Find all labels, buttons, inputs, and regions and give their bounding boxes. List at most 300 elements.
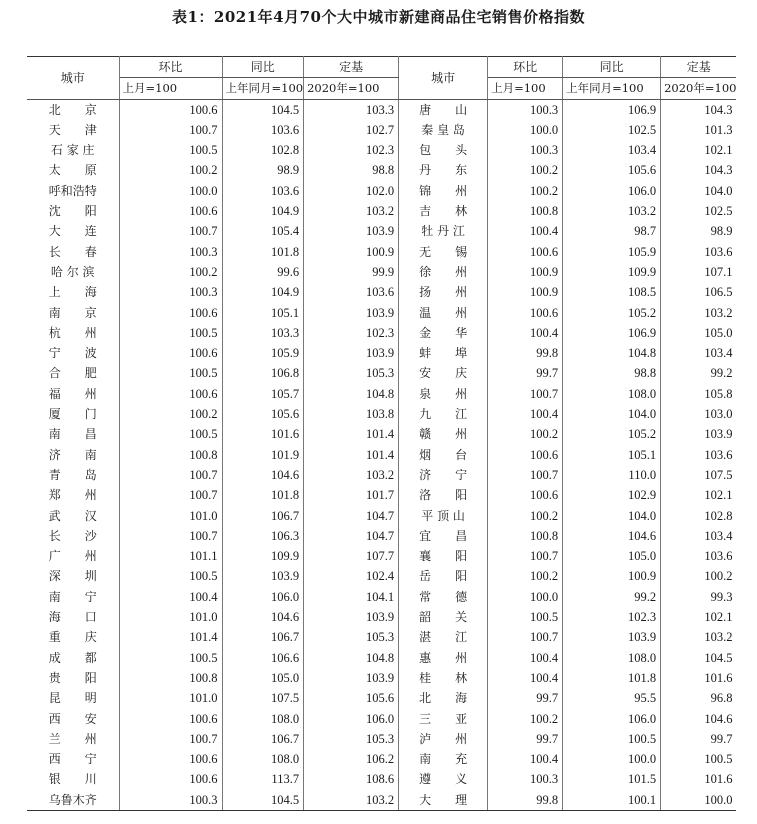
right-fixed-cell: 101.6 [704, 772, 733, 787]
right-mom-cell: 100.2 [488, 566, 563, 586]
left-city-cell: 上 海 [27, 282, 119, 302]
right-fixed-cell: 104.3 [704, 163, 733, 178]
left-yoy-cell: 105.4 [222, 221, 304, 241]
table-row [27, 790, 736, 811]
left-fixed-cell: 102.4 [304, 566, 399, 586]
right-city-cell: 常 德 [399, 587, 488, 607]
right-mom-cell: 99.8 [488, 790, 563, 811]
table-row [27, 627, 736, 647]
left-yoy-cell: 105.0 [222, 668, 304, 688]
left-yoy-cell: 98.9 [222, 160, 304, 180]
left-yoy-cell: 101.6 [222, 424, 304, 444]
right-mom-cell: 100.7 [488, 546, 563, 566]
left-yoy-cell: 106.7 [222, 729, 304, 749]
right-yoy-cell: 100.5 [563, 729, 661, 749]
right-yoy-cell: 106.9 [563, 99, 661, 120]
right-fixed-cell: 96.8 [710, 691, 733, 706]
left-mom-cell: 100.6 [119, 709, 222, 729]
left-fixed-cell: 103.9 [304, 303, 399, 323]
left-mom-cell: 100.0 [119, 181, 222, 201]
left-yoy-cell: 105.7 [222, 384, 304, 404]
left-yoy-cell: 106.7 [222, 627, 304, 647]
right-fixed-cell: 104.0 [704, 183, 733, 198]
left-fixed-cell: 104.7 [304, 506, 399, 526]
left-city-cell: 银 川 [27, 769, 119, 789]
header-fixed-base-left: 2020年=100 [304, 78, 399, 99]
right-mom-cell: 100.4 [488, 221, 563, 241]
right-fixed-cell: 103.6 [704, 244, 733, 259]
left-mom-cell: 100.7 [119, 526, 222, 546]
right-fixed-cell: 99.3 [710, 589, 733, 604]
right-city-cell: 吉 林 [399, 201, 488, 221]
header-fixed-left: 定基 [304, 57, 399, 78]
left-yoy-cell: 108.0 [222, 749, 304, 769]
left-fixed-cell: 103.2 [304, 201, 399, 221]
left-mom-cell: 100.8 [119, 445, 222, 465]
right-city-cell: 平 顶 山 [399, 506, 488, 526]
right-yoy-cell: 108.5 [563, 282, 661, 302]
right-yoy-cell: 104.8 [563, 343, 661, 363]
left-city-cell: 广 州 [27, 546, 119, 566]
left-yoy-cell: 101.9 [222, 445, 304, 465]
right-mom-cell: 99.7 [488, 729, 563, 749]
left-city-cell: 南 京 [27, 303, 119, 323]
left-mom-cell: 100.7 [119, 465, 222, 485]
left-fixed-cell: 101.4 [304, 424, 399, 444]
table-row [27, 526, 736, 546]
right-city-cell: 桂 林 [399, 668, 488, 688]
left-mom-cell: 100.7 [119, 120, 222, 140]
right-mom-cell: 100.2 [488, 506, 563, 526]
right-fixed-cell: 99.2 [710, 366, 733, 381]
left-mom-cell: 100.6 [119, 749, 222, 769]
table-row [27, 282, 736, 302]
table-row [27, 181, 736, 201]
left-mom-cell: 100.7 [119, 485, 222, 505]
right-yoy-cell: 99.2 [563, 587, 661, 607]
right-yoy-cell: 106.9 [563, 323, 661, 343]
table-row [27, 749, 736, 769]
right-mom-cell: 100.3 [488, 99, 563, 120]
right-city-cell: 无 锡 [399, 242, 488, 262]
left-mom-cell: 100.2 [119, 404, 222, 424]
header-city-right: 城市 [399, 57, 488, 100]
header-yoy-left: 同比 [222, 57, 304, 78]
table-row [27, 546, 736, 566]
left-yoy-cell: 103.9 [222, 566, 304, 586]
right-city-cell: 韶 关 [399, 607, 488, 627]
right-city-cell: 泸 州 [399, 729, 488, 749]
table-row [27, 587, 736, 607]
left-fixed-cell: 103.2 [304, 465, 399, 485]
left-fixed-cell: 102.7 [304, 120, 399, 140]
left-city-cell: 青 岛 [27, 465, 119, 485]
left-yoy-cell: 103.6 [222, 181, 304, 201]
table-row [27, 242, 736, 262]
left-yoy-cell: 104.5 [222, 99, 304, 120]
table-row [27, 384, 736, 404]
left-city-cell: 济 南 [27, 445, 119, 465]
table-row [27, 363, 736, 383]
right-fixed-cell: 104.5 [704, 650, 733, 665]
table-row [27, 465, 736, 485]
left-fixed-cell: 103.6 [304, 282, 399, 302]
right-fixed-cell: 102.1 [704, 488, 733, 503]
left-city-cell: 宁 波 [27, 343, 119, 363]
right-yoy-cell: 108.0 [563, 648, 661, 668]
right-mom-cell: 100.0 [488, 120, 563, 140]
right-city-cell: 徐 州 [399, 262, 488, 282]
table-row [27, 323, 736, 343]
table-row [27, 769, 736, 789]
left-city-cell: 长 沙 [27, 526, 119, 546]
right-yoy-cell: 102.9 [563, 485, 661, 505]
right-city-cell: 锦 州 [399, 181, 488, 201]
right-mom-cell: 100.5 [488, 607, 563, 627]
right-yoy-cell: 105.2 [563, 303, 661, 323]
header-yoy-base-right: 上年同月=100 [563, 78, 661, 99]
right-mom-cell: 100.3 [488, 140, 563, 160]
right-fixed-cell: 103.4 [704, 528, 733, 543]
right-mom-cell: 100.6 [488, 485, 563, 505]
left-yoy-cell: 105.9 [222, 343, 304, 363]
right-fixed-cell: 102.1 [704, 143, 733, 158]
right-yoy-cell: 102.5 [563, 120, 661, 140]
right-city-cell: 秦 皇 岛 [399, 120, 488, 140]
right-yoy-cell: 100.1 [563, 790, 661, 811]
left-mom-cell: 100.4 [119, 587, 222, 607]
right-mom-cell: 99.7 [488, 688, 563, 708]
left-fixed-cell: 104.7 [304, 526, 399, 546]
left-mom-cell: 100.7 [119, 221, 222, 241]
left-yoy-cell: 106.0 [222, 587, 304, 607]
right-city-cell: 泉 州 [399, 384, 488, 404]
right-mom-cell: 100.2 [488, 424, 563, 444]
right-city-cell: 大 理 [399, 790, 488, 811]
right-yoy-cell: 109.9 [563, 262, 661, 282]
left-city-cell: 杭 州 [27, 323, 119, 343]
left-yoy-cell: 108.0 [222, 709, 304, 729]
left-fixed-cell: 104.1 [304, 587, 399, 607]
right-mom-cell: 100.7 [488, 384, 563, 404]
left-city-cell: 哈 尔 滨 [27, 262, 119, 282]
left-fixed-cell: 98.8 [304, 160, 399, 180]
right-mom-cell: 100.2 [488, 160, 563, 180]
right-yoy-cell: 104.0 [563, 404, 661, 424]
header-mom-left: 环比 [119, 57, 222, 78]
right-fixed-cell: 105.8 [704, 386, 733, 401]
right-fixed-cell: 107.5 [704, 467, 733, 482]
left-fixed-cell: 103.9 [304, 668, 399, 688]
table-row [27, 566, 736, 586]
price-index-table-container [27, 56, 736, 811]
right-fixed-cell: 100.0 [661, 790, 737, 811]
right-fixed-cell: 103.2 [704, 305, 733, 320]
right-fixed-cell: 103.0 [704, 407, 733, 422]
header-mom-base-left: 上月=100 [119, 78, 222, 99]
left-yoy-cell: 101.8 [222, 242, 304, 262]
right-fixed-cell: 106.5 [704, 285, 733, 300]
left-fixed-cell: 105.3 [304, 729, 399, 749]
header-fixed-right: 定基 [661, 57, 737, 78]
left-mom-cell: 100.3 [119, 282, 222, 302]
left-city-cell: 乌鲁木齐 [27, 790, 119, 811]
right-mom-cell: 100.2 [488, 709, 563, 729]
left-fixed-cell: 103.9 [304, 607, 399, 627]
left-yoy-cell: 102.8 [222, 140, 304, 160]
right-city-cell: 湛 江 [399, 627, 488, 647]
right-mom-cell: 100.7 [488, 627, 563, 647]
left-fixed-cell: 101.7 [304, 485, 399, 505]
left-mom-cell: 101.0 [119, 688, 222, 708]
right-city-cell: 安 庆 [399, 363, 488, 383]
left-city-cell: 昆 明 [27, 688, 119, 708]
table-row [27, 729, 736, 749]
right-fixed-cell: 100.2 [704, 569, 733, 584]
right-mom-cell: 100.8 [488, 201, 563, 221]
right-mom-cell: 100.3 [488, 769, 563, 789]
left-fixed-cell: 100.9 [304, 242, 399, 262]
table-header [27, 57, 736, 100]
right-city-cell: 金 华 [399, 323, 488, 343]
right-mom-cell: 100.4 [488, 648, 563, 668]
left-mom-cell: 101.0 [119, 506, 222, 526]
left-city-cell: 大 连 [27, 221, 119, 241]
left-fixed-cell: 105.3 [304, 363, 399, 383]
table-row [27, 424, 736, 444]
left-yoy-cell: 106.7 [222, 506, 304, 526]
left-mom-cell: 100.6 [119, 201, 222, 221]
table-row [27, 709, 736, 729]
left-mom-cell: 101.1 [119, 546, 222, 566]
right-city-cell: 温 州 [399, 303, 488, 323]
left-city-cell: 重 庆 [27, 627, 119, 647]
right-yoy-cell: 105.9 [563, 242, 661, 262]
table-row [27, 688, 736, 708]
right-city-cell: 牡 丹 江 [399, 221, 488, 241]
right-fixed-cell: 103.6 [704, 447, 733, 462]
right-fixed-cell: 103.4 [704, 346, 733, 361]
table-row [27, 140, 736, 160]
right-yoy-cell: 105.0 [563, 546, 661, 566]
left-city-cell: 厦 门 [27, 404, 119, 424]
left-city-cell: 呼和浩特 [27, 181, 119, 201]
left-fixed-cell: 105.3 [304, 627, 399, 647]
header-city-left: 城市 [27, 57, 119, 100]
right-city-cell: 洛 阳 [399, 485, 488, 505]
right-yoy-cell: 101.5 [563, 769, 661, 789]
right-fixed-cell: 100.5 [704, 752, 733, 767]
table-row [27, 160, 736, 180]
right-mom-cell: 100.9 [488, 282, 563, 302]
left-yoy-cell: 104.9 [222, 201, 304, 221]
left-yoy-cell: 107.5 [222, 688, 304, 708]
table-row [27, 201, 736, 221]
left-mom-cell: 100.2 [119, 160, 222, 180]
table-row [27, 445, 736, 465]
left-city-cell: 兰 州 [27, 729, 119, 749]
left-mom-cell: 100.6 [119, 303, 222, 323]
right-mom-cell: 100.6 [488, 242, 563, 262]
table-row [27, 343, 736, 363]
right-yoy-cell: 100.0 [563, 749, 661, 769]
right-city-cell: 南 充 [399, 749, 488, 769]
left-city-cell: 合 肥 [27, 363, 119, 383]
left-yoy-cell: 106.8 [222, 363, 304, 383]
right-fixed-cell: 98.9 [710, 224, 733, 239]
header-mom-right: 环比 [488, 57, 563, 78]
header-mom-base-right: 上月=100 [488, 78, 563, 99]
left-mom-cell: 100.5 [119, 363, 222, 383]
right-yoy-cell: 106.0 [563, 181, 661, 201]
right-city-cell: 三 亚 [399, 709, 488, 729]
left-fixed-cell: 102.0 [304, 181, 399, 201]
left-yoy-cell: 105.1 [222, 303, 304, 323]
left-city-cell: 贵 阳 [27, 668, 119, 688]
right-fixed-cell: 102.5 [704, 204, 733, 219]
left-mom-cell: 100.6 [119, 384, 222, 404]
left-fixed-cell: 103.2 [304, 790, 399, 811]
left-fixed-cell: 101.4 [304, 445, 399, 465]
right-mom-cell: 99.7 [488, 363, 563, 383]
left-city-cell: 深 圳 [27, 566, 119, 586]
right-yoy-cell: 100.9 [563, 566, 661, 586]
header-yoy-right: 同比 [563, 57, 661, 78]
right-fixed-cell: 102.8 [704, 508, 733, 523]
right-fixed-cell: 103.6 [704, 549, 733, 564]
right-yoy-cell: 105.1 [563, 445, 661, 465]
right-mom-cell: 100.4 [488, 668, 563, 688]
table-row [27, 648, 736, 668]
table-row [27, 303, 736, 323]
left-yoy-cell: 104.6 [222, 607, 304, 627]
right-mom-cell: 100.4 [488, 749, 563, 769]
left-fixed-cell: 103.9 [304, 221, 399, 241]
left-mom-cell: 100.6 [119, 99, 222, 120]
left-fixed-cell: 108.6 [304, 769, 399, 789]
right-yoy-cell: 101.8 [563, 668, 661, 688]
left-city-cell: 福 州 [27, 384, 119, 404]
left-fixed-cell: 104.8 [304, 384, 399, 404]
right-yoy-cell: 102.3 [563, 607, 661, 627]
right-fixed-cell: 102.1 [704, 610, 733, 625]
left-mom-cell: 100.5 [119, 323, 222, 343]
table-row [27, 506, 736, 526]
left-mom-cell: 100.7 [119, 729, 222, 749]
header-fixed-base-right: 2020年=100 [661, 78, 737, 99]
header-yoy-base-left: 上年同月=100 [222, 78, 304, 99]
right-city-cell: 岳 阳 [399, 566, 488, 586]
left-city-cell: 成 都 [27, 648, 119, 668]
table-row [27, 404, 736, 424]
right-fixed-cell: 104.3 [704, 102, 733, 117]
right-city-cell: 北 海 [399, 688, 488, 708]
left-mom-cell: 100.5 [119, 566, 222, 586]
left-fixed-cell: 99.9 [304, 262, 399, 282]
left-city-cell: 郑 州 [27, 485, 119, 505]
right-mom-cell: 100.7 [488, 465, 563, 485]
left-yoy-cell: 104.5 [222, 790, 304, 811]
document-title: 表1：2021年4月70个大中城市新建商品住宅销售价格指数 [172, 8, 585, 26]
left-yoy-cell: 101.8 [222, 485, 304, 505]
left-city-cell: 天 津 [27, 120, 119, 140]
table-row [27, 485, 736, 505]
right-yoy-cell: 104.6 [563, 526, 661, 546]
left-yoy-cell: 103.3 [222, 323, 304, 343]
left-mom-cell: 100.6 [119, 343, 222, 363]
left-mom-cell: 100.8 [119, 668, 222, 688]
left-yoy-cell: 104.6 [222, 465, 304, 485]
right-mom-cell: 100.6 [488, 445, 563, 465]
right-mom-cell: 100.6 [488, 303, 563, 323]
right-mom-cell: 100.2 [488, 181, 563, 201]
left-city-cell: 海 口 [27, 607, 119, 627]
right-fixed-cell: 107.1 [704, 264, 733, 279]
right-city-cell: 九 江 [399, 404, 488, 424]
right-yoy-cell: 110.0 [563, 465, 661, 485]
right-yoy-cell: 103.2 [563, 201, 661, 221]
left-mom-cell: 100.6 [119, 769, 222, 789]
left-yoy-cell: 106.3 [222, 526, 304, 546]
left-mom-cell: 100.3 [119, 790, 222, 811]
right-yoy-cell: 105.6 [563, 160, 661, 180]
left-yoy-cell: 99.6 [222, 262, 304, 282]
left-city-cell: 长 春 [27, 242, 119, 262]
right-fixed-cell: 105.0 [704, 325, 733, 340]
left-fixed-cell: 105.6 [304, 688, 399, 708]
table-row [27, 120, 736, 140]
right-mom-cell: 100.9 [488, 262, 563, 282]
left-city-cell: 武 汉 [27, 506, 119, 526]
right-city-cell: 蚌 埠 [399, 343, 488, 363]
right-fixed-cell: 103.9 [704, 427, 733, 442]
right-city-cell: 济 宁 [399, 465, 488, 485]
left-mom-cell: 101.4 [119, 627, 222, 647]
left-mom-cell: 100.3 [119, 242, 222, 262]
left-yoy-cell: 103.6 [222, 120, 304, 140]
left-mom-cell: 100.2 [119, 262, 222, 282]
left-city-cell: 北 京 [27, 99, 119, 120]
left-mom-cell: 100.5 [119, 648, 222, 668]
right-fixed-cell: 104.6 [704, 711, 733, 726]
right-yoy-cell: 98.8 [563, 363, 661, 383]
right-city-cell: 宜 昌 [399, 526, 488, 546]
left-fixed-cell: 104.8 [304, 648, 399, 668]
right-yoy-cell: 103.4 [563, 140, 661, 160]
left-mom-cell: 100.5 [119, 424, 222, 444]
table-row [27, 99, 736, 120]
right-mom-cell: 100.0 [488, 587, 563, 607]
left-city-cell: 南 昌 [27, 424, 119, 444]
table-row [27, 668, 736, 688]
right-fixed-cell: 101.3 [704, 122, 733, 137]
right-yoy-cell: 104.0 [563, 506, 661, 526]
left-mom-cell: 100.5 [119, 140, 222, 160]
right-city-cell: 襄 阳 [399, 546, 488, 566]
left-city-cell: 石 家 庄 [27, 140, 119, 160]
right-fixed-cell: 103.2 [704, 630, 733, 645]
right-mom-cell: 99.8 [488, 343, 563, 363]
right-mom-cell: 100.8 [488, 526, 563, 546]
table-row [27, 262, 736, 282]
right-yoy-cell: 103.9 [563, 627, 661, 647]
right-city-cell: 遵 义 [399, 769, 488, 789]
left-city-cell: 西 宁 [27, 749, 119, 769]
left-fixed-cell: 106.0 [304, 709, 399, 729]
left-fixed-cell: 103.8 [304, 404, 399, 424]
right-city-cell: 唐 山 [399, 99, 488, 120]
left-city-cell: 西 安 [27, 709, 119, 729]
